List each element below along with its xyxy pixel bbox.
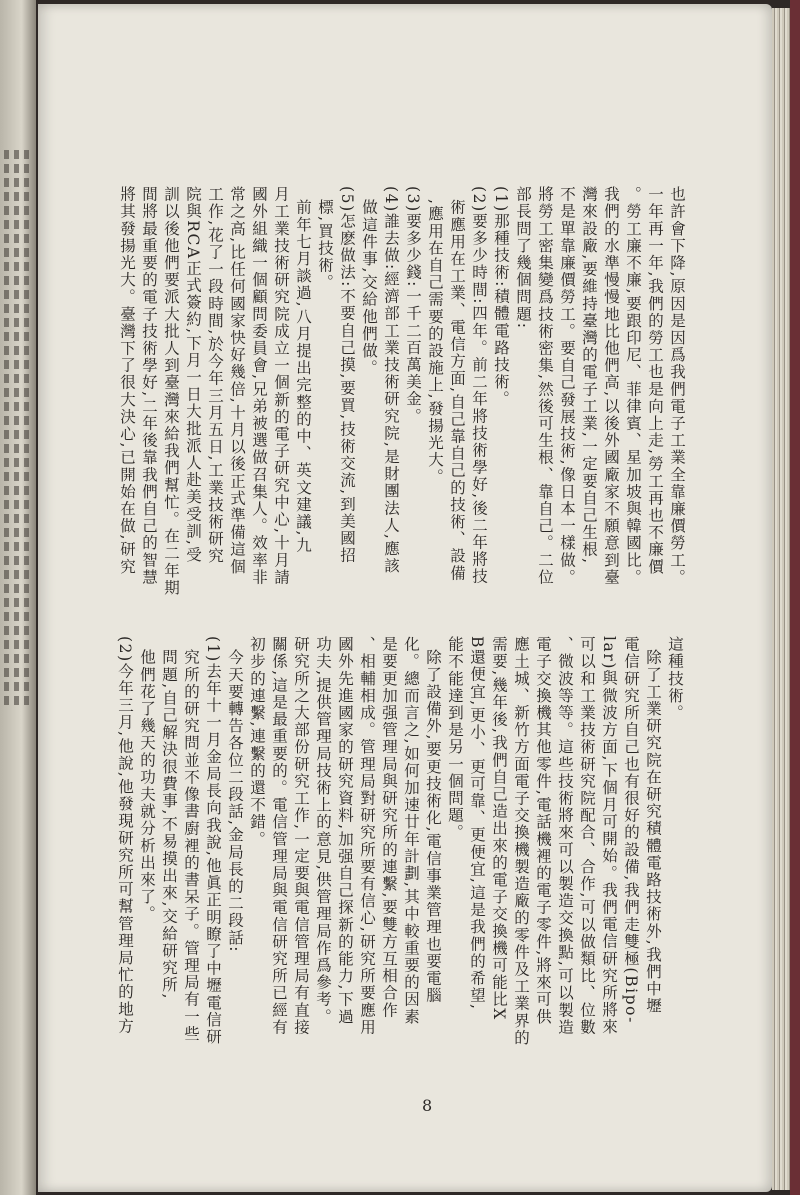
text-column: 部長問了幾個問題:	[514, 186, 532, 330]
ghost-text-column	[24, 150, 29, 710]
text-column: 月工業技術研究院成立一個新的電子研究中心,十月請	[272, 186, 290, 586]
document-page	[38, 4, 772, 1192]
text-column: 我們的水準慢慢地比他們高,以後外國廠家不願意到臺	[602, 186, 620, 586]
text-column: 工作,花了一段時間,於今年三月五日,工業技術研究	[206, 186, 224, 565]
text-column: 關係,這是最重要的。電信管理局與電信研究所已經有	[270, 636, 288, 1036]
ghost-text-column	[4, 150, 9, 710]
text-column: ,應用在自己需要的設施上,發揚光大。	[426, 186, 444, 486]
text-column: 國外先進國家的研究資料,加强自己探新的能力,下過	[336, 636, 354, 1026]
text-column: 是要更加强管理局與研究所的連繫,要雙方互相合作	[380, 636, 398, 1019]
text-column: 問題,自己解決很費事,不易摸出來,交給研究所,	[160, 636, 178, 1001]
text-column: 做這件事,交給他們做。	[360, 186, 378, 377]
book-cover-edge	[790, 0, 800, 1195]
text-column: (1)去年十一月金局長向我說,他眞正明瞭了中壢電信研	[204, 636, 222, 1046]
text-column: (5)怎麽做法:不要自己摸,要買,技術交流,到美國招	[338, 186, 356, 565]
text-column: 能不能達到是另一個問題。	[446, 636, 464, 842]
text-column: 化。總而言之,如何加速廿年計劃,其中較重要的因素	[402, 636, 420, 1026]
previous-page-edge	[0, 0, 36, 1195]
text-column: B還便宜,更小、更可靠、更便宜,這是我們的希望,	[468, 636, 486, 1011]
text-column: (1)那種技術:積體電路技術。	[492, 186, 510, 408]
text-column: 間將最重要的電子技術學好,二年後靠我們自己的智慧	[140, 186, 158, 586]
text-column: 標,買技術。	[316, 186, 334, 292]
text-column: 將勞工密集變爲技術密集,然後可生根、靠自己。二位	[536, 186, 554, 586]
text-column: 院與RCA正式簽約,下月一日大批派人赴美受訓,受	[184, 186, 202, 564]
text-column: 初步的連繫,連繫的還不錯。	[248, 636, 266, 848]
text-column: (2)要多少時間:四年。前二年將技術學好,後二年將技	[470, 186, 488, 586]
text-column: 。勞工廉不廉,要跟印尼、菲律賓、星加坡與韓國比。	[624, 186, 642, 586]
text-column: 、相輔相成。管理局對研究所要有信心,研究所要應用	[358, 636, 376, 1036]
text-column: 可以和工業技術研究院配合、合作,可以做類比、位數	[578, 636, 596, 1036]
text-column: (3)要多少錢:一千二百萬美金。	[404, 186, 422, 425]
text-column: 這種技術。	[666, 636, 684, 722]
ghost-text-column	[14, 150, 19, 710]
page-number: 8	[422, 1096, 433, 1115]
text-column: 研究所之大部份研究工作,一定要與電信管理局有直接	[292, 636, 310, 1036]
text-column: 將其發揚光大。臺灣下了很大決心,已開始在做,研究	[118, 186, 136, 576]
text-column: 一年再一年,我們的勞工也是向上走,勞工再也不廉價	[646, 186, 664, 576]
text-column: 前年七月談過,八月提出完整的中、英文建議,九	[294, 186, 312, 555]
text-column: 需要,幾年後,我們自己造出來的電子交換機可能比X	[490, 636, 508, 1021]
text-column: 功夫,提供管理局技術上的意見,供管理局作爲參考。	[314, 636, 332, 1026]
text-column: 究所的研究問並不像書廚裡的書呆子。管理局有一些	[182, 636, 200, 1043]
text-column: 不是單靠廉價勞工。要自己發展技術,像日本一樣做。	[558, 186, 576, 586]
text-column: 應土城、新竹方面電子交換機製造廠的零件及工業界的	[512, 636, 530, 1047]
text-column: (4)誰去做:經濟部工業技術研究院,是財團法人,應該	[382, 186, 400, 575]
text-column: 除了設備外,要更技術化,電信事業管理也要電腦	[424, 636, 442, 1005]
text-column: 也許會下降,原因是因爲我們電子工業全靠廉價勞工。	[668, 186, 686, 586]
text-column: 國外組織一個顧問委員會,兄弟被選做召集人。效率非	[250, 186, 268, 586]
text-column: lar)與微波方面,下個月可開始。我們電信研究所將來	[600, 636, 618, 1036]
text-column: 今天要轉告各位二段話,金局長的二段話:	[226, 636, 244, 954]
text-column: 他們花了幾天的功夫就分析出來了。	[138, 636, 156, 923]
text-column: 術應用在工業、電信方面,自己靠自己的技術、設備	[448, 186, 466, 582]
text-column: 灣來設廠,要維持臺灣的電子工業,一定要自己生根,	[580, 186, 598, 565]
text-column: 常之高,比任何國家快好幾倍,十月以後正式準備這個	[228, 186, 246, 576]
text-column: 除了工業研究院在研究積體電路技術外,我們中壢	[644, 636, 662, 1015]
text-column: 電子交換機其他零件,電話機裡的電子零件,將來可供	[534, 636, 552, 1026]
upper-text-block	[116, 186, 688, 597]
text-column: 、微波等等。這些技術將來可以製造交換點,可以製造	[556, 636, 574, 1036]
text-column: 電信研究所自己也有很好的設備,我們走雙極(Bipo-	[622, 636, 640, 1024]
text-column: 訓以後他們要派大批人到臺灣來給我們幫忙。在二年期	[162, 186, 180, 597]
text-column: (2)今年三月,他說,他發現研究所可幫管理局忙的地方	[116, 636, 134, 1035]
lower-text-block	[114, 636, 686, 1056]
